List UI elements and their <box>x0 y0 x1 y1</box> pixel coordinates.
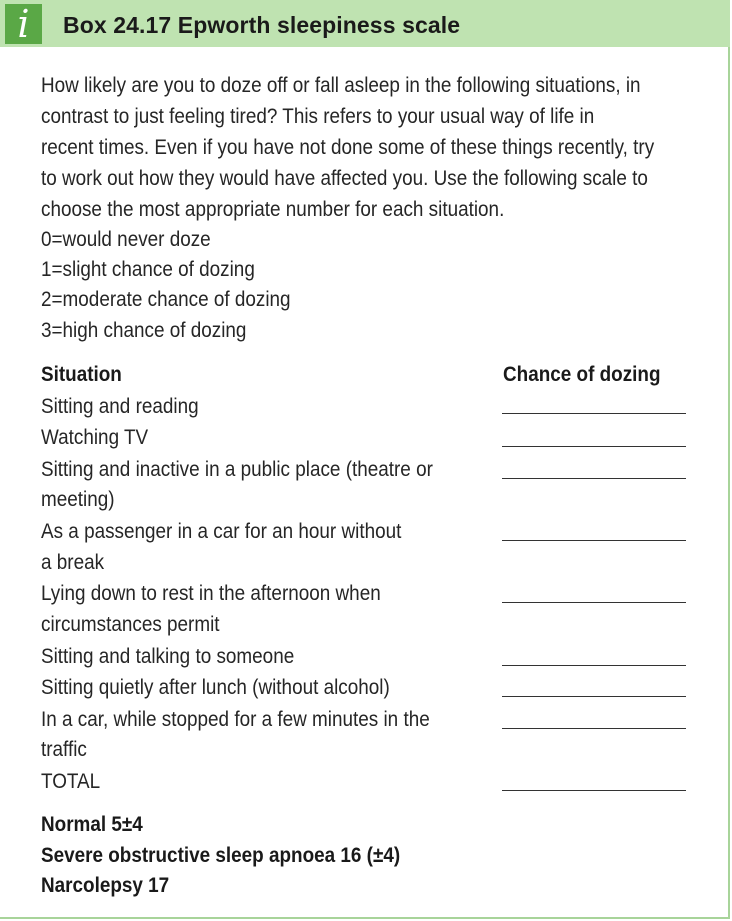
box-title: Box 24.17 Epworth sleepiness scale <box>63 12 461 38</box>
result-sleep-apnoea: Severe obstructive sleep apnoea 16 (±4) <box>41 844 401 867</box>
situation-label: Lying down to rest in the afternoon when <box>41 582 381 605</box>
situation-label: Watching TV <box>41 426 149 449</box>
situation-label: Sitting and reading <box>41 395 199 418</box>
intro-line: choose the most appropriate number for each situation. <box>41 198 505 221</box>
intro-line: contrast to just feeling tired? This refers to your usual way of life in <box>41 105 595 128</box>
situation-label-cont: a break <box>41 551 105 574</box>
chance-answer-line[interactable] <box>502 478 686 479</box>
situation-label-cont: meeting) <box>41 488 115 511</box>
situation-label: Sitting and inactive in a public place (theatre or <box>41 458 433 481</box>
intro-line: How likely are you to doze off or fall asleep in the following situations, in <box>41 74 641 97</box>
column-header-situation: Situation <box>41 363 122 386</box>
chance-answer-line[interactable] <box>502 728 686 729</box>
intro-line: to work out how they would have affected you. Use the following scale to <box>41 167 648 190</box>
scale-item: 1=slight chance of dozing <box>41 258 255 281</box>
situation-label: Sitting and talking to someone <box>41 645 295 668</box>
column-header-chance: Chance of dozing <box>503 363 661 386</box>
situation-label: As a passenger in a car for an hour without <box>41 520 402 543</box>
box-header <box>0 0 730 47</box>
scale-item: 2=moderate chance of dozing <box>41 288 291 311</box>
scale-item: 3=high chance of dozing <box>41 319 247 342</box>
chance-answer-line[interactable] <box>502 446 686 447</box>
situation-label-cont: circumstances permit <box>41 613 220 636</box>
total-label: TOTAL <box>41 770 101 793</box>
chance-answer-line[interactable] <box>502 413 686 414</box>
chance-answer-line[interactable] <box>502 665 686 666</box>
chance-answer-line[interactable] <box>502 696 686 697</box>
situation-label: Sitting quietly after lunch (without alcohol) <box>41 676 390 699</box>
chance-answer-line[interactable] <box>502 540 686 541</box>
info-i-icon: i <box>5 4 42 44</box>
scale-item: 0=would never doze <box>41 228 211 251</box>
result-normal: Normal 5±4 <box>41 813 143 836</box>
chance-answer-line[interactable] <box>502 602 686 603</box>
situation-label-cont: traffic <box>41 738 87 761</box>
result-narcolepsy: Narcolepsy 17 <box>41 874 170 897</box>
situation-label: In a car, while stopped for a few minutes in the <box>41 708 430 731</box>
intro-line: recent times. Even if you have not done some of these things recently, try <box>41 136 655 159</box>
total-answer-line[interactable] <box>502 790 686 791</box>
